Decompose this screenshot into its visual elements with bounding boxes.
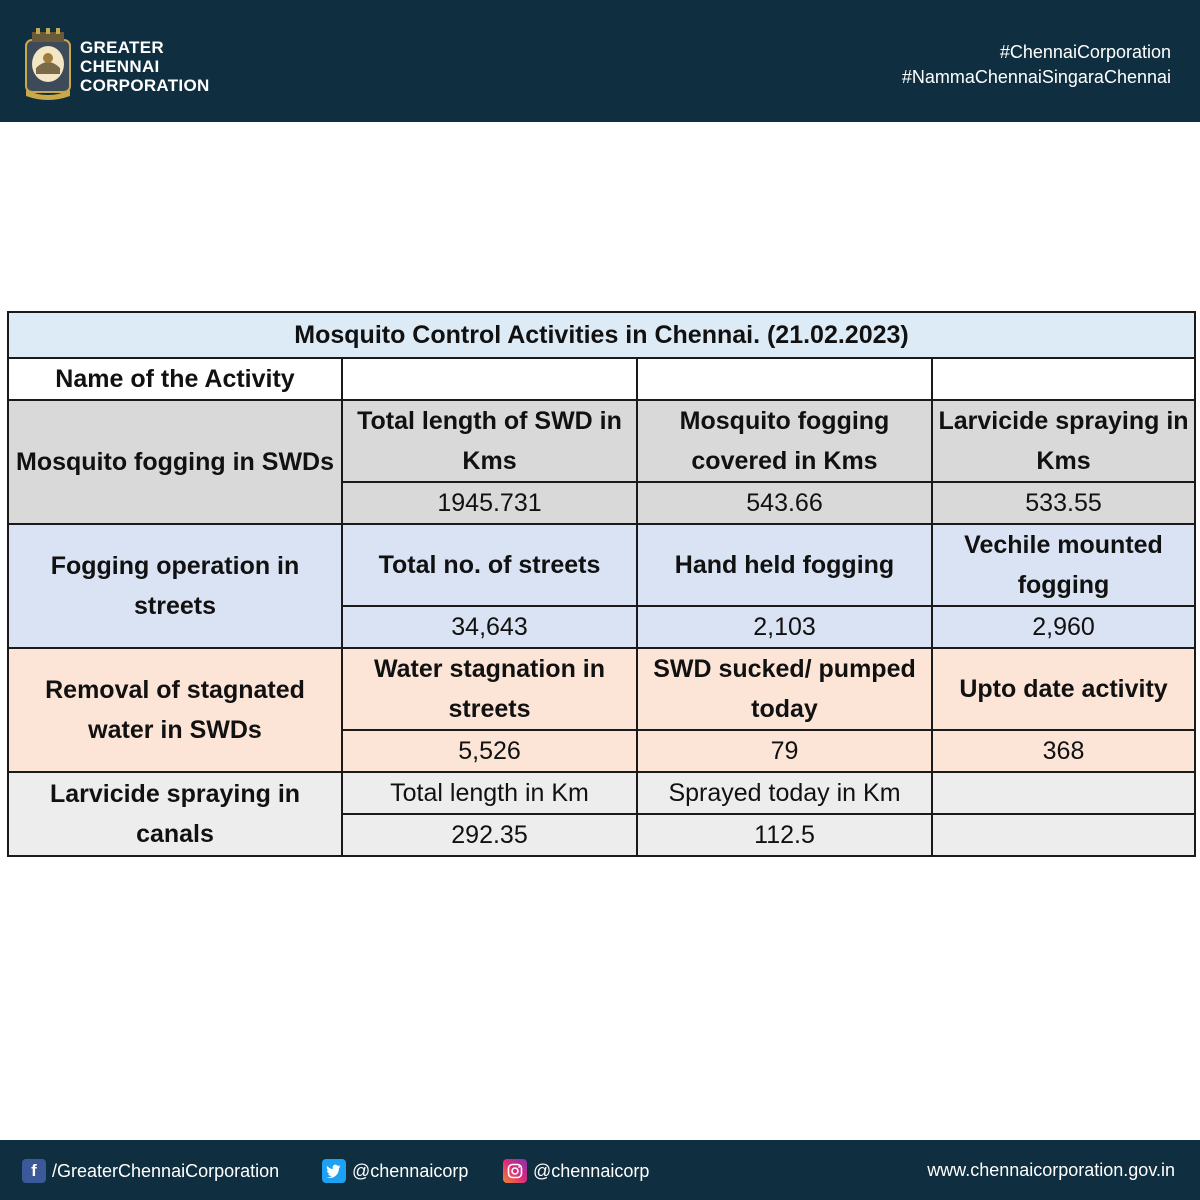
metric-value-cell: 34,643	[342, 606, 637, 648]
metric-header-cell: Larvicide spraying in Kms	[932, 400, 1195, 482]
org-name-line-2: CHENNAI	[80, 57, 160, 76]
activity-name-cell: Fogging operation in streets	[8, 524, 342, 648]
corporation-emblem-icon	[22, 28, 74, 100]
facebook-handle: /GreaterChennaiCorporation	[52, 1160, 280, 1181]
table-row	[8, 648, 1195, 730]
instagram-link[interactable]	[503, 1158, 649, 1184]
footer-bar	[0, 1140, 1200, 1200]
facebook-icon: f	[22, 1159, 46, 1183]
table-title: Mosquito Control Activities in Chennai. (21.02.2023)	[8, 312, 1195, 358]
blank-header-cell	[637, 358, 932, 400]
metric-header-cell	[932, 772, 1195, 814]
header-bar	[0, 0, 1200, 122]
metric-header-cell: Mosquito fogging covered in Kms	[637, 400, 932, 482]
metric-header-cell: Total length of SWD in Kms	[342, 400, 637, 482]
org-name-line-1: GREATER	[80, 38, 164, 57]
metric-value-cell: 2,103	[637, 606, 932, 648]
metric-header-cell: Vechile mounted fogging	[932, 524, 1195, 606]
metric-value-cell: 1945.731	[342, 482, 637, 524]
instagram-icon	[503, 1159, 527, 1183]
metric-value-cell: 368	[932, 730, 1195, 772]
metric-value-cell	[932, 814, 1195, 856]
metric-value-cell: 79	[637, 730, 932, 772]
metric-header-cell: Total no. of streets	[342, 524, 637, 606]
org-name-line-3: CORPORATION	[80, 76, 210, 95]
activity-name-cell: Mosquito fogging in SWDs	[8, 400, 342, 524]
facebook-link[interactable]	[22, 1158, 279, 1184]
metric-value-cell: 292.35	[342, 814, 637, 856]
metric-value-cell: 2,960	[932, 606, 1195, 648]
blank-header-cell	[932, 358, 1195, 400]
metric-value-cell: 112.5	[637, 814, 932, 856]
twitter-icon	[322, 1159, 346, 1183]
organization-name	[80, 38, 210, 95]
table-row	[8, 400, 1195, 482]
name-of-activity-header: Name of the Activity	[8, 358, 342, 400]
twitter-handle: @chennaicorp	[352, 1160, 469, 1181]
metric-header-cell: Water stagnation in streets	[342, 648, 637, 730]
twitter-link[interactable]	[322, 1158, 468, 1184]
mosquito-control-table	[7, 311, 1196, 857]
hashtags	[902, 40, 1171, 90]
activity-name-cell: Larvicide spraying in canals	[8, 772, 342, 856]
hashtag-namma-chennai: #NammaChennaiSingaraChennai	[901, 67, 1171, 87]
instagram-handle: @chennaicorp	[533, 1160, 650, 1181]
metric-header-cell: Hand held fogging	[637, 524, 932, 606]
metric-header-cell: Upto date activity	[932, 648, 1195, 730]
table-row	[8, 524, 1195, 606]
metric-value-cell: 533.55	[932, 482, 1195, 524]
blank-header-cell	[342, 358, 637, 400]
metric-value-cell: 5,526	[342, 730, 637, 772]
metric-header-cell: Total length in Km	[342, 772, 637, 814]
metric-header-cell: Sprayed today in Km	[637, 772, 932, 814]
hashtag-chennai-corporation: #ChennaiCorporation	[999, 42, 1171, 62]
metric-value-cell: 543.66	[637, 482, 932, 524]
website-link[interactable]: www.chennaicorporation.gov.in	[927, 1160, 1175, 1180]
activity-name-cell: Removal of stagnated water in SWDs	[8, 648, 342, 772]
activities-table-container	[7, 311, 1194, 857]
metric-header-cell: SWD sucked/ pumped today	[637, 648, 932, 730]
table-row	[8, 772, 1195, 814]
